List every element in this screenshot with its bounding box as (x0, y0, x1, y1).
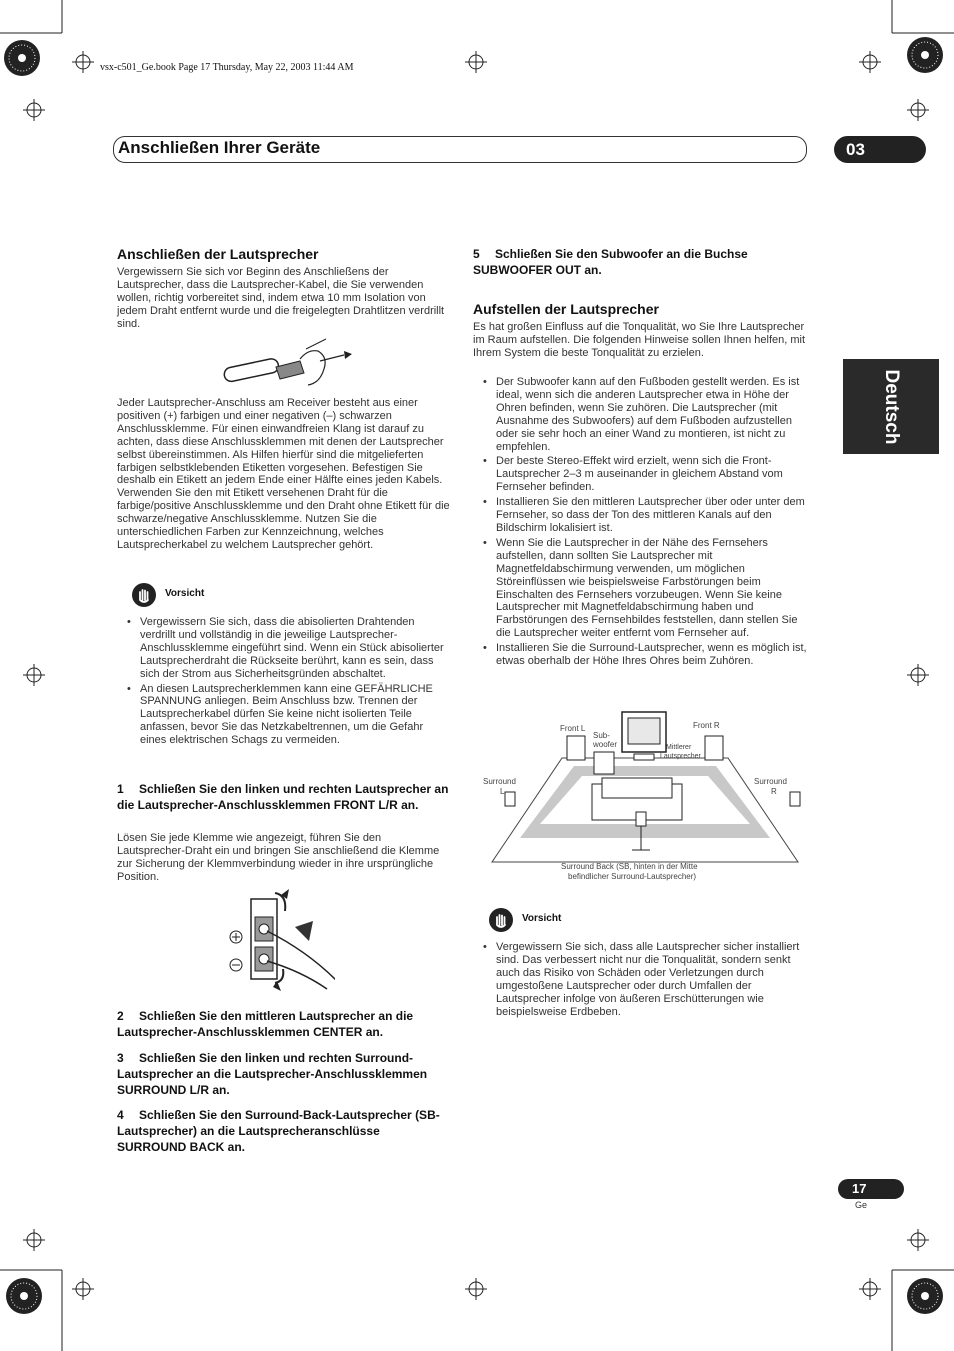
step-text: Schließen Sie den Subwoofer an die Buchse SUBWOOFER OUT an. (473, 247, 748, 277)
placement-item: • Wenn Sie die Lautsprecher in der Nähe des Fernsehers aufstellen, dann sollten Sie Lautsprecher mit Magnetfeldabschirmung verwenden, um möglichen Störeinflüssen wie beispielsweise Farbstörungen beim Einschalten des Fernsehers vorzubeugen. Wenn Sie keine Lautsprecher mit Magnetfeldabschirmung haben und Farbstörungen des Fernsehbildes feststellen, dann stellen Sie die Lautsprecher weiter entfernt vom Fernseher auf. (473, 537, 811, 640)
terminal-paragraph: Jeder Lautsprecher-Anschluss am Receiver besteht aus einer positiven (+) farbigen und einer negativen (–) schwarzen Anschlussklemme. Für einen einwandfreien Klang ist darauf zu achten, dass diese Anschlussklemmen mit denen der Lautsprecher selbst übereinstimmen. Als Hilfen hierfür sind die mitgelieferten farbigen selbstklebenden Etiketten vorgesehen. Befestigen Sie deshalb ein Etikett an jedem Ende einer Hälfte eines jeden Kabels. Verwenden Sie den mit Etikett versehenen Draht für die farbige/positive Anschlussklemme und den Draht ohne Etikett für die schwarze/negative Anschlussklemme. Nutzen Sie die unterschiedlichen Farben zur Kennzeichnung, welches Lautsprecherkabel zu welchem Lautsprecher gehört. (117, 397, 450, 551)
label-surround-r: Surround (754, 777, 787, 786)
placement-list (473, 376, 811, 670)
file-header: vsx-c501_Ge.book Page 17 Thursday, May 22, 2003 11:44 AM (100, 62, 354, 73)
caution-item: • An diesen Lautsprecherklemmen kann eine GEFÄHRLICHE SPANNUNG anliegen. Beim Anschluss bzw. Trennen der Lautsprecherkabel dürfen Sie keine nicht isolierten Teile anfassen, bevor Sie das Netzkabeltrennen, um die Gefahr eines elektrischen Schags zu vermeiden. (117, 683, 450, 748)
step-1-body: Lösen Sie jede Klemme wie angezeigt, führen Sie den Lautsprecher-Draht ein und bringen Sie anschließend die Klemme zur Sicherung der Klemmverbindung wieder in ihre ursprüngliche Position. (117, 832, 440, 883)
label-center-2: Lautsprecher (660, 753, 701, 760)
step-text: Schließen Sie den Surround-Back-Lautsprecher (SB-Lautsprecher) an die Lautsprecheranschlüsse SURROUND BACK an. (117, 1108, 440, 1154)
caution-list-right (473, 941, 811, 1020)
section-heading-placement: Aufstellen der Lautsprecher (473, 301, 659, 317)
step-number: 3 (117, 1051, 124, 1065)
caution-hand-icon (489, 908, 513, 932)
speaker-layout-diagram (480, 700, 810, 885)
label-surround-l-2: L (500, 787, 505, 796)
label-surround-back-1: Surround Back (SB, hinten in der Mitte (561, 862, 698, 871)
placement-item: • Installieren Sie den mittleren Lautsprecher über oder unter dem Fernseher, so dass der Ton des mittleren Kanals auf den Bildschirm lokalisiert ist. (473, 496, 811, 535)
placement-item: • Installieren Sie die Surround-Lautsprecher, wenn es möglich ist, etwas oberhalb der Höhe Ihres Ohres beim Zuhören. (473, 642, 811, 668)
step-5 (473, 246, 813, 278)
label-front-r: Front R (693, 721, 720, 730)
language-tab (843, 359, 939, 454)
placement-item: • Der Subwoofer kann auf den Fußboden gestellt werden. Es ist ideal, wenn sich die anderen Lautsprecher etwa in Höhe der Ohren befinden, wenn Sie zuhören. Die Lautsprecher (mit Ausnahme des Subwoofers) auf dem Fußboden aufzustellen oder sie sehr hoch an einer Wand zu montieren, ist nicht zu empfehlen. (473, 376, 811, 453)
section-heading-connect: Anschließen der Lautsprecher (117, 246, 319, 262)
caution-hand-icon (132, 583, 156, 607)
crop-wheel-bottom-left (6, 1278, 42, 1314)
chapter-title: Anschließen Ihrer Geräte (118, 138, 321, 157)
wire-strip-illustration (218, 337, 358, 397)
step-text: Schließen Sie den linken und rechten Surround-Lautsprecher an die Lautsprecher-Anschlussklemmen SURROUND L/R an. (117, 1051, 428, 1097)
room-drawing (480, 700, 810, 885)
page-language-code: Ge (855, 1200, 868, 1210)
step-3 (117, 1050, 450, 1098)
label-front-l: Front L (560, 724, 586, 733)
terminal-illustration (225, 887, 335, 997)
label-sub-1: Sub- (593, 731, 610, 740)
crop-wheel-top-right (907, 37, 943, 73)
step-text: Schließen Sie den mittleren Lautsprecher an die Lautsprecher-Anschlussklemmen CENTER an. (117, 1009, 414, 1039)
placement-intro: Es hat großen Einfluss auf die Tonqualität, wo Sie Ihre Lautsprecher im Raum aufstellen. Die folgenden Hinweise sollen Ihnen helfen, mit Ihrem System die beste Tonqualität zu erzielen. (473, 321, 806, 359)
step-1 (117, 781, 450, 813)
crop-wheel-top-left (4, 40, 40, 76)
caution-label: Vorsicht (522, 913, 562, 924)
step-4 (117, 1107, 450, 1155)
language-tab-label: Deutsch (881, 369, 902, 444)
step-text: Schließen Sie den linken und rechten Lautsprecher an die Lautsprecher-Anschlussklemmen FRONT L/R an. (117, 782, 449, 812)
step-2 (117, 1008, 450, 1040)
label-surround-l: Surround (483, 777, 516, 786)
chapter-number: 03 (834, 136, 926, 163)
caution-item: • Vergewissern Sie sich, dass alle Lautsprecher sicher installiert sind. Das verbessert nicht nur die Tonqualität, sondern senkt auch das Risiko von Schäden oder Verletzungen durch umgestoßene Lautsprecher oder durch Umfallen der Lautsprecher infolge von äußeren Erschütterungen wie beispielsweise Erdbeben. (473, 941, 811, 1018)
intro-paragraph: Vergewissern Sie sich vor Beginn des Anschließens der Lautsprecher, dass die Lautsprecher-Kabel, die Sie verwenden wollen, richtig vorbereitet sind, indem etwa 10 mm Isolation von jedem Draht entfernt wurde und die freigelegten Drahtlitzen verdrillt sind. (117, 266, 445, 330)
label-surround-back-2: befindlicher Surround-Lautsprecher) (568, 872, 697, 881)
caution-item: • Vergewissern Sie sich, dass die abisolierten Drahtenden verdrillt und vollständig in die jeweilige Lautsprecher-Anschlussklemme eingeführt sind. Wenn ein Stück abisolierter Lautsprecherdraht die Rückseite berührt, kann es sein, dass sich der Strom aus Sicherheitsgründen abschaltet. (117, 616, 450, 681)
step-number: 2 (117, 1009, 124, 1023)
caution-label: Vorsicht (165, 588, 205, 599)
label-center-1: Mittlerer (666, 744, 692, 751)
step-number: 5 (473, 247, 480, 261)
step-number: 1 (117, 782, 124, 796)
label-sub-2: woofer (593, 740, 618, 749)
caution-list-left (117, 616, 450, 749)
placement-item: • Der beste Stereo-Effekt wird erzielt, wenn sich die Front-Lautsprecher 2–3 m auseinander in gleichem Abstand vom Fernseher befinden. (473, 455, 811, 494)
step-number: 4 (117, 1108, 124, 1122)
crop-wheel-bottom-right (907, 1278, 943, 1314)
label-surround-r-2: R (771, 787, 777, 796)
page-number: 17 (838, 1179, 904, 1199)
